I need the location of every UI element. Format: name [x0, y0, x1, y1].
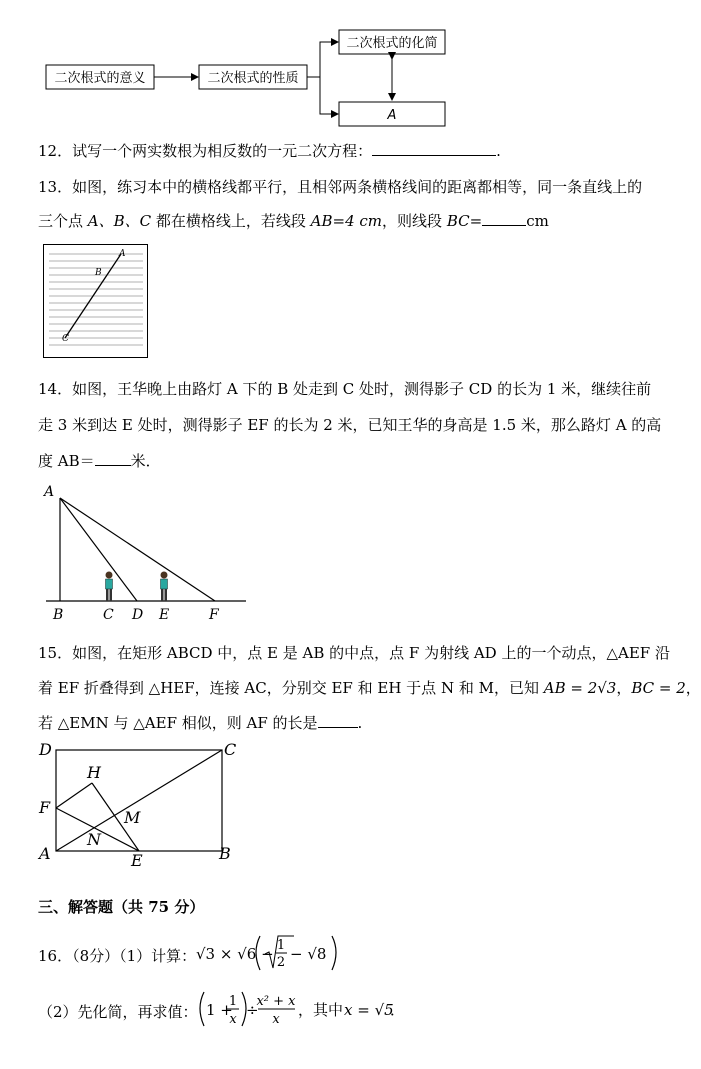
label-h: H — [87, 763, 101, 782]
frac1-num: 1 — [228, 994, 238, 1009]
frac2-den: x — [272, 1012, 280, 1027]
label-e: E — [131, 851, 143, 870]
expr-right: − √8 — [290, 945, 327, 963]
q15-bc-value: BC = 2 — [631, 679, 686, 697]
q14-text-a: 度 AB＝ — [38, 452, 95, 470]
q16-part2-label: （2）先化简，再求值： — [38, 1003, 198, 1021]
notebook-border — [44, 245, 148, 358]
q13-text-a: 三个点 — [38, 212, 88, 230]
q15-answer-blank — [318, 727, 358, 728]
paren-left — [200, 992, 204, 1026]
q12-end: . — [496, 142, 501, 160]
light-ray-af — [60, 498, 215, 601]
arrow-property-to-a — [320, 77, 338, 114]
expr-left: √3 × √6 − — [196, 945, 274, 963]
q13-points: A、B、C — [87, 212, 152, 230]
label-c: C — [62, 334, 69, 344]
arrow-property-to-simplify — [307, 42, 338, 77]
label-c: C — [224, 740, 237, 759]
q16-part1 — [38, 945, 196, 967]
q15-line2 — [38, 677, 701, 699]
q14-line2: 走 3 米到达 E 处时，测得影子 EF 的长为 2 米，已知王华的身高是 1.5 米，那么路灯 A 的高 — [38, 416, 662, 434]
frac1-den: x — [229, 1012, 237, 1027]
q16-part2 — [38, 1001, 198, 1023]
q12-text: 12．试写一个两实数根为相反数的一元二次方程： — [38, 142, 373, 160]
segment-fh — [56, 783, 92, 808]
concept-flowchart — [40, 26, 460, 132]
frac-num: 1 — [276, 938, 286, 953]
q12-answer-blank — [372, 155, 496, 156]
q15-line3 — [38, 712, 362, 734]
label-b: B — [95, 268, 102, 278]
q15-text-c: 若 △EMN 与 △AEF 相似，则 AF 的长是 — [38, 714, 318, 732]
expr-where: ，其中 — [298, 1001, 344, 1019]
box-simplify-label: 二次根式的化简 — [346, 36, 438, 51]
question-12 — [38, 140, 501, 162]
q13-figure-notebook — [43, 244, 149, 359]
label-e: E — [159, 607, 170, 623]
q16-part1-label: 16．（8分）（1）计算： — [38, 947, 197, 965]
box-a-label: A — [387, 108, 397, 123]
expr-x-value: x = √5 — [344, 1001, 394, 1019]
q14-answer-blank — [95, 465, 131, 466]
q13-text-b: 都在横格线上，若线段 — [151, 212, 311, 230]
section-3-title: 三、解答题（共 75 分） — [38, 898, 205, 916]
q16-part2-expression — [196, 986, 406, 1030]
label-a: A — [44, 484, 55, 500]
label-f: F — [209, 607, 219, 623]
q13-bc: BC= — [446, 212, 483, 230]
q13-unit: cm — [526, 212, 549, 230]
expr-end: ． — [390, 1001, 406, 1019]
diagonal-ac — [56, 750, 222, 851]
label-b: B — [219, 844, 231, 863]
label-c: C — [103, 607, 114, 623]
q13-ab-value: AB=4 cm — [310, 212, 383, 230]
q14-text-b: 米． — [130, 452, 161, 470]
box-meaning-label: 二次根式的意义 — [54, 71, 146, 86]
label-n: N — [87, 830, 101, 849]
paren-right — [332, 936, 336, 970]
q16-part1-expression — [194, 930, 344, 974]
q13-answer-blank — [482, 225, 526, 226]
label-d: D — [39, 740, 52, 759]
label-b: B — [53, 607, 64, 623]
label-a: A — [119, 249, 126, 259]
q14-line3 — [38, 450, 161, 472]
light-ray-ad — [60, 498, 137, 601]
expr-one-plus: 1 + — [206, 1001, 233, 1019]
frac-den: 2 — [276, 955, 286, 970]
q14-figure-streetlight — [38, 480, 252, 625]
q13-text-c: ，则线段 — [382, 212, 447, 230]
label-a: A — [39, 844, 51, 863]
person-at-e — [161, 572, 168, 602]
frac2-num: x² + x — [256, 994, 296, 1009]
q15-figure-rectangle — [36, 736, 248, 870]
person-at-c — [106, 572, 113, 602]
label-d: D — [132, 607, 144, 623]
q15-ab-value: AB = 2√3 — [543, 679, 617, 697]
q15-text-a: 着 EF 折叠得到 △HEF，连接 AC，分别交 EF 和 EH 于点 N 和 M，已知 — [38, 679, 544, 697]
q15-sep: ， — [616, 679, 632, 697]
label-m: M — [124, 808, 141, 827]
q14-line1: 14．如图，王华晚上由路灯 A 下的 B 处走到 C 处时，测得影子 CD 的长为 1 米，继续往前 — [38, 380, 652, 398]
q15-end2: . — [357, 714, 363, 732]
q13-line2 — [38, 210, 549, 232]
q15-end: ， — [685, 679, 701, 697]
q15-line1: 15．如图，在矩形 ABCD 中，点 E 是 AB 的中点，点 F 为射线 AD 上的一个动点，△AEF 沿 — [38, 644, 670, 662]
label-f: F — [39, 798, 51, 817]
box-property-label: 二次根式的性质 — [207, 71, 299, 86]
q13-line1: 13．如图，练习本中的横格线都平行，且相邻两条横格线间的距离都相等，同一条直线上的 — [38, 178, 643, 196]
expr-divide: ÷ — [246, 1001, 259, 1019]
